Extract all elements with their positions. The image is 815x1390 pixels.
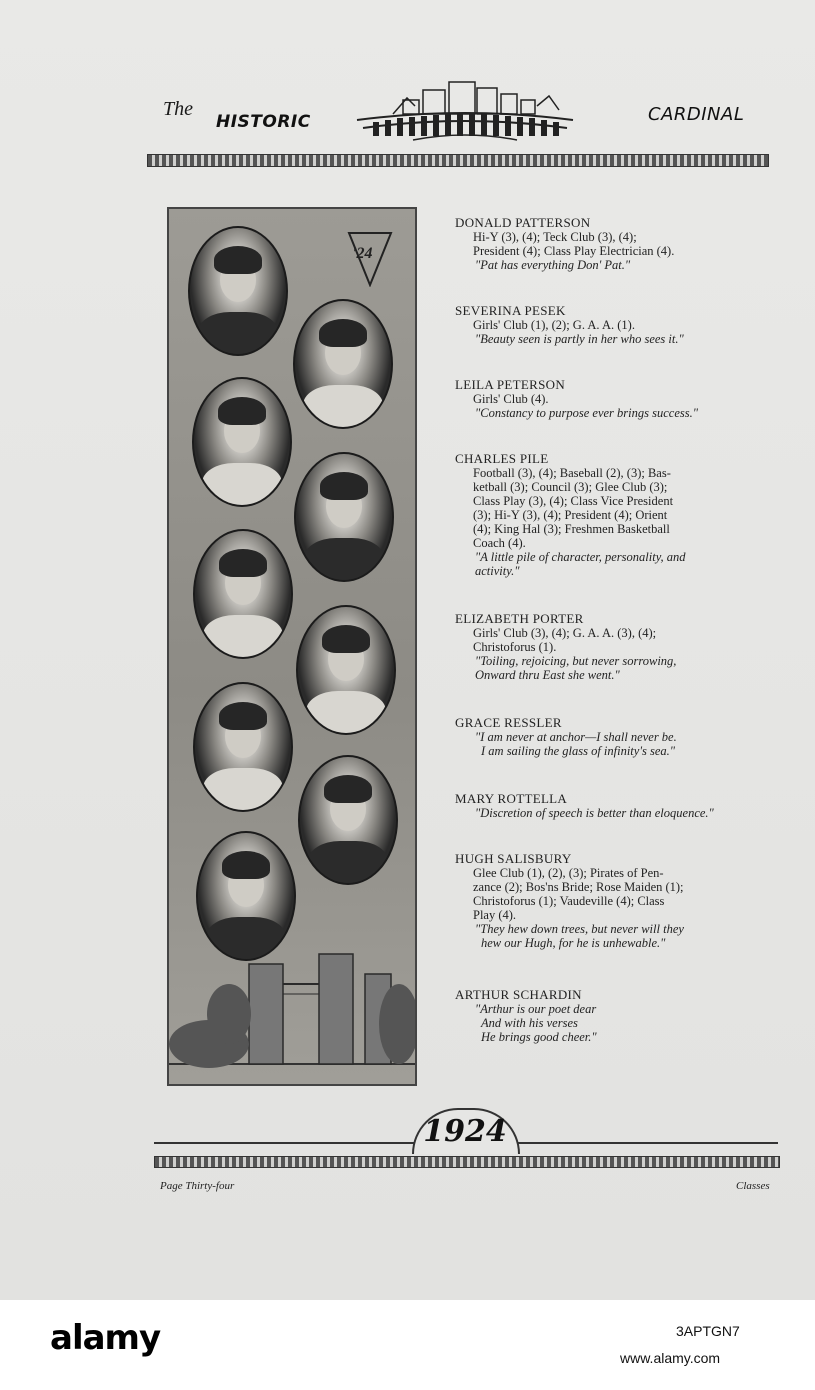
entry-name: DONALD PATTERSON — [455, 215, 591, 230]
quote-line: "I am never at anchor—I shall never be. — [475, 730, 677, 744]
activity-line: Class Play (3), (4); Class Vice President — [473, 494, 674, 508]
quote-line: "Arthur is our poet dear — [475, 1002, 597, 1016]
entry-donald-patterson — [455, 216, 773, 272]
entry-activities — [455, 230, 773, 258]
entry-name: CHARLES PILE — [455, 451, 549, 466]
activity-line: ketball (3); Council (3); Glee Club (3); — [473, 480, 668, 494]
entry-name: ELIZABETH PORTER — [455, 611, 584, 626]
entry-hugh-salisbury — [455, 852, 773, 950]
quote-line: "Beauty seen is partly in her who sees it." — [475, 332, 684, 346]
activity-line: Christoforus (1). — [473, 640, 557, 654]
entry-quote — [455, 922, 773, 950]
activity-line: (3); Hi-Y (3), (4); President (4); Orient — [473, 508, 668, 522]
entry-mary-rottella — [455, 792, 773, 820]
quote-line: "They hew down trees, but never will they — [475, 922, 684, 936]
header-cardinal: CARDINAL — [648, 104, 745, 125]
activity-line: Hi-Y (3), (4); Teck Club (3), (4); — [473, 230, 637, 244]
header-border — [147, 154, 769, 167]
entry-activities — [455, 466, 773, 550]
portrait-panel — [167, 207, 417, 1086]
entry-quote — [455, 406, 773, 420]
watermark-brand: alamy — [50, 1318, 161, 1358]
section-label: Classes — [736, 1180, 770, 1192]
page-number: Page Thirty-four — [160, 1180, 235, 1192]
portrait-elizabeth-porter — [193, 529, 293, 659]
quote-line: "Discretion of speech is better than eloquence." — [475, 806, 714, 820]
activity-line: Girls' Club (4). — [473, 392, 549, 406]
activity-line: Play (4). — [473, 908, 517, 922]
activity-line: zance (2); Bos'ns Bride; Rose Maiden (1); — [473, 880, 684, 894]
quote-line: And with his verses — [481, 1016, 578, 1030]
entry-elizabeth-porter — [455, 612, 773, 682]
entry-leila-peterson — [455, 378, 773, 420]
activity-line: Coach (4). — [473, 536, 526, 550]
entry-quote — [455, 1002, 773, 1044]
entry-activities — [455, 318, 773, 332]
entry-name: HUGH SALISBURY — [455, 851, 572, 866]
quote-line: "Pat has everything Don' Pat." — [475, 258, 631, 272]
activity-line: Girls' Club (3), (4); G. A. A. (3), (4); — [473, 626, 657, 640]
entry-name: LEILA PETERSON — [455, 377, 566, 392]
portrait-severina-pesek — [293, 299, 393, 429]
entry-severina-pesek — [455, 304, 773, 346]
entry-charles-pile — [455, 452, 773, 578]
quote-line: He brings good cheer." — [481, 1030, 597, 1044]
header-historic: HISTORIC — [216, 112, 311, 132]
quote-line: "A little pile of character, personality, and — [475, 550, 686, 564]
entry-activities — [455, 626, 773, 654]
entry-arthur-schardin — [455, 988, 773, 1044]
quote-line: hew our Hugh, for he is unhewable." — [481, 936, 666, 950]
quote-line: "Constancy to purpose ever brings success." — [475, 406, 698, 420]
entry-activities — [455, 392, 773, 406]
quote-line: Onward thru East she went." — [475, 668, 620, 682]
quote-line: "Toiling, rejoicing, but never sorrowing, — [475, 654, 677, 668]
gate-illustration — [169, 894, 415, 1084]
watermark-site: www.alamy.com — [620, 1350, 721, 1366]
entry-quote — [455, 332, 773, 346]
portrait-mary-rottella — [193, 682, 293, 812]
watermark-image-id: 3APTGN7 — [676, 1323, 740, 1339]
entry-name: GRACE RESSLER — [455, 715, 562, 730]
entry-grace-ressler — [455, 716, 773, 758]
entry-activities — [455, 866, 773, 922]
activity-line: President (4); Class Play Electrician (4). — [473, 244, 675, 258]
portrait-grace-ressler — [296, 605, 396, 735]
activity-line: Football (3), (4); Baseball (2), (3); Bas- — [473, 466, 671, 480]
portrait-hugh-salisbury — [298, 755, 398, 885]
skyline-illustration — [353, 76, 577, 146]
entry-quote — [455, 806, 773, 820]
portrait-leila-peterson — [192, 377, 292, 507]
quote-line: I am sailing the glass of infinity's sea." — [481, 744, 676, 758]
entry-name: SEVERINA PESEK — [455, 303, 566, 318]
activity-line: Christoforus (1); Vaudeville (4); Class — [473, 894, 665, 908]
footer-year: 1924 — [423, 1114, 507, 1149]
footer-border — [154, 1156, 780, 1168]
emblem-year: '24 — [352, 245, 373, 262]
portrait-charles-pile — [294, 452, 394, 582]
activity-line: Girls' Club (1), (2); G. A. A. (1). — [473, 318, 635, 332]
entry-name: ARTHUR SCHARDIN — [455, 987, 582, 1002]
entry-quote — [455, 258, 773, 272]
entry-quote — [455, 550, 773, 578]
header-the: The — [163, 98, 193, 120]
portrait-donald-patterson — [188, 226, 288, 356]
activity-line: (4); King Hal (3); Freshmen Basketball — [473, 522, 670, 536]
entry-quote — [455, 654, 773, 682]
quote-line: activity." — [475, 564, 520, 578]
activity-line: Glee Club (1), (2), (3); Pirates of Pen- — [473, 866, 664, 880]
entry-quote — [455, 730, 773, 758]
entry-name: MARY ROTTELLA — [455, 791, 568, 806]
